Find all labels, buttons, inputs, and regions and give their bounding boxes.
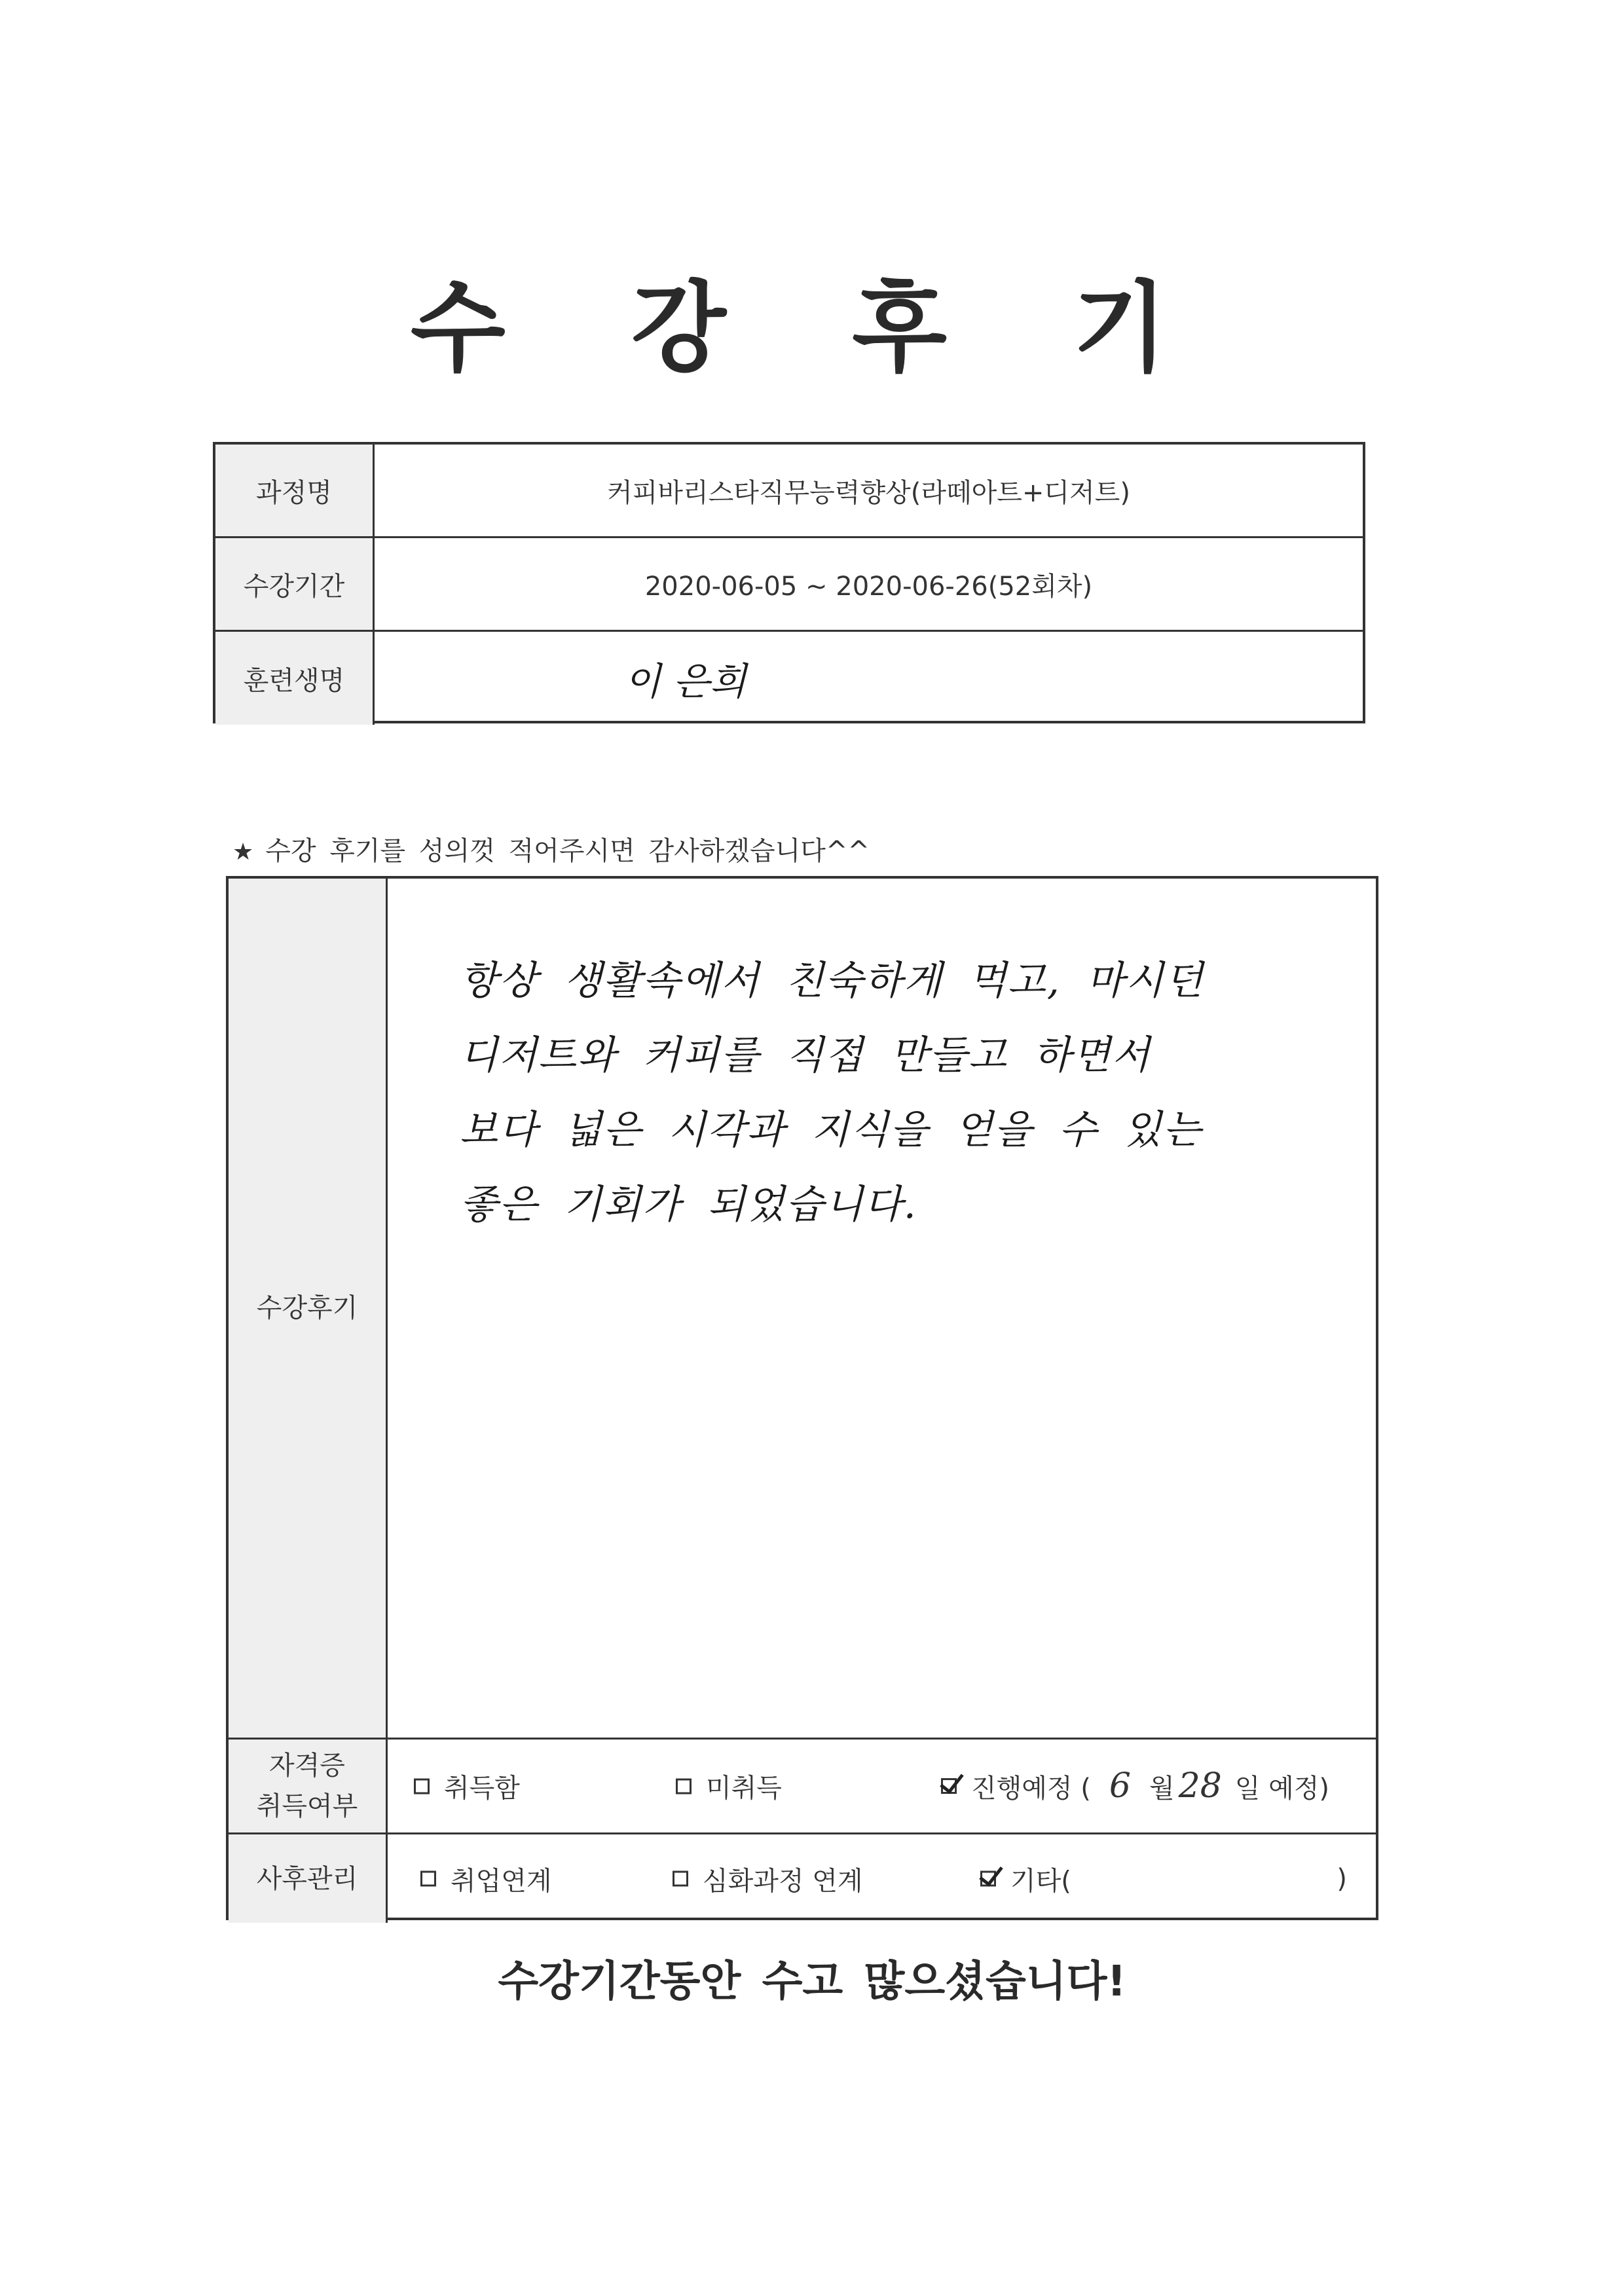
course-value: 커피바리스타직무능력향상(라떼아트+디저트) [607,477,1130,508]
option-other-label: 기타( [1010,1866,1071,1896]
period-label: 수강기간 [215,538,375,630]
instruction-text [232,830,870,867]
scheduled-day-unit: 일 예정) [1234,1773,1330,1804]
followup-label-text: 사후관리 [256,1863,358,1894]
option-acquired[interactable] [414,1768,520,1805]
trainee-row [215,632,1363,725]
review-table [226,876,1378,1920]
scheduled-month-unit: 월 [1149,1773,1175,1804]
instruction-message: 수강 후기를 성의껏 적어주시면 감사하겠습니다^^ [265,836,870,866]
option-not-acquired-label: 미취득 [706,1773,782,1804]
followup-row [229,1834,1376,1923]
trainee-label: 훈련생명 [215,632,375,725]
course-label: 과정명 [215,445,375,536]
option-advanced-course-label: 심화과정 연계 [703,1866,863,1896]
certification-row [229,1740,1376,1834]
review-body [388,879,1376,1738]
period-value: 2020-06-05 ~ 2020-06-26(52회차) [644,571,1093,602]
review-label-text: 수강후기 [256,1293,358,1323]
review-line-4: 좋은 기회가 되었습니다. [460,1182,917,1228]
certification-label-line2: 취득여부 [256,1791,358,1821]
review-label [229,879,388,1738]
trainee-name: 이 은희 [624,659,747,704]
certification-options [388,1740,1376,1832]
page-title: 수 강 후 기 [410,272,1214,386]
option-advanced-course[interactable] [673,1860,863,1897]
certification-label-line1: 자격증 [269,1751,345,1781]
course-info-table [213,442,1365,723]
option-other[interactable] [980,1860,1071,1897]
followup-label [229,1834,388,1923]
course-row [215,445,1363,538]
checkbox-acquired[interactable] [414,1778,430,1794]
option-not-acquired[interactable] [676,1768,782,1805]
period-row [215,538,1363,632]
review-line-2: 디저트와 커피를 직접 만들고 하면서 [460,1032,1151,1078]
scheduled-month: 6 [1109,1766,1131,1806]
checkbox-not-acquired[interactable] [676,1778,692,1794]
scheduled-day: 28 [1178,1766,1222,1806]
star-icon: ★ [232,839,254,866]
closing-message: 수강기간동안 수고 많으셨습니다! [498,1958,1126,2006]
option-scheduled[interactable] [941,1766,1329,1806]
review-line-3: 보다 넓은 시각과 지식을 얻을 수 있는 [460,1107,1202,1153]
other-close-paren: ) [1337,1863,1347,1894]
option-scheduled-label: 진행예정 ( [971,1773,1091,1804]
checkbox-advanced-course[interactable] [673,1871,688,1887]
option-acquired-label: 취득함 [444,1773,520,1804]
review-line-1: 항상 생활속에서 친숙하게 먹고, 마시던 [460,958,1204,1004]
checkbox-employment[interactable] [420,1871,436,1887]
option-employment[interactable] [420,1860,552,1897]
checkbox-scheduled[interactable] [941,1778,957,1794]
followup-options [388,1834,1376,1923]
option-employment-label: 취업연계 [451,1866,552,1896]
certification-label [229,1740,388,1832]
review-row [229,879,1376,1740]
checkbox-other[interactable] [980,1871,996,1887]
